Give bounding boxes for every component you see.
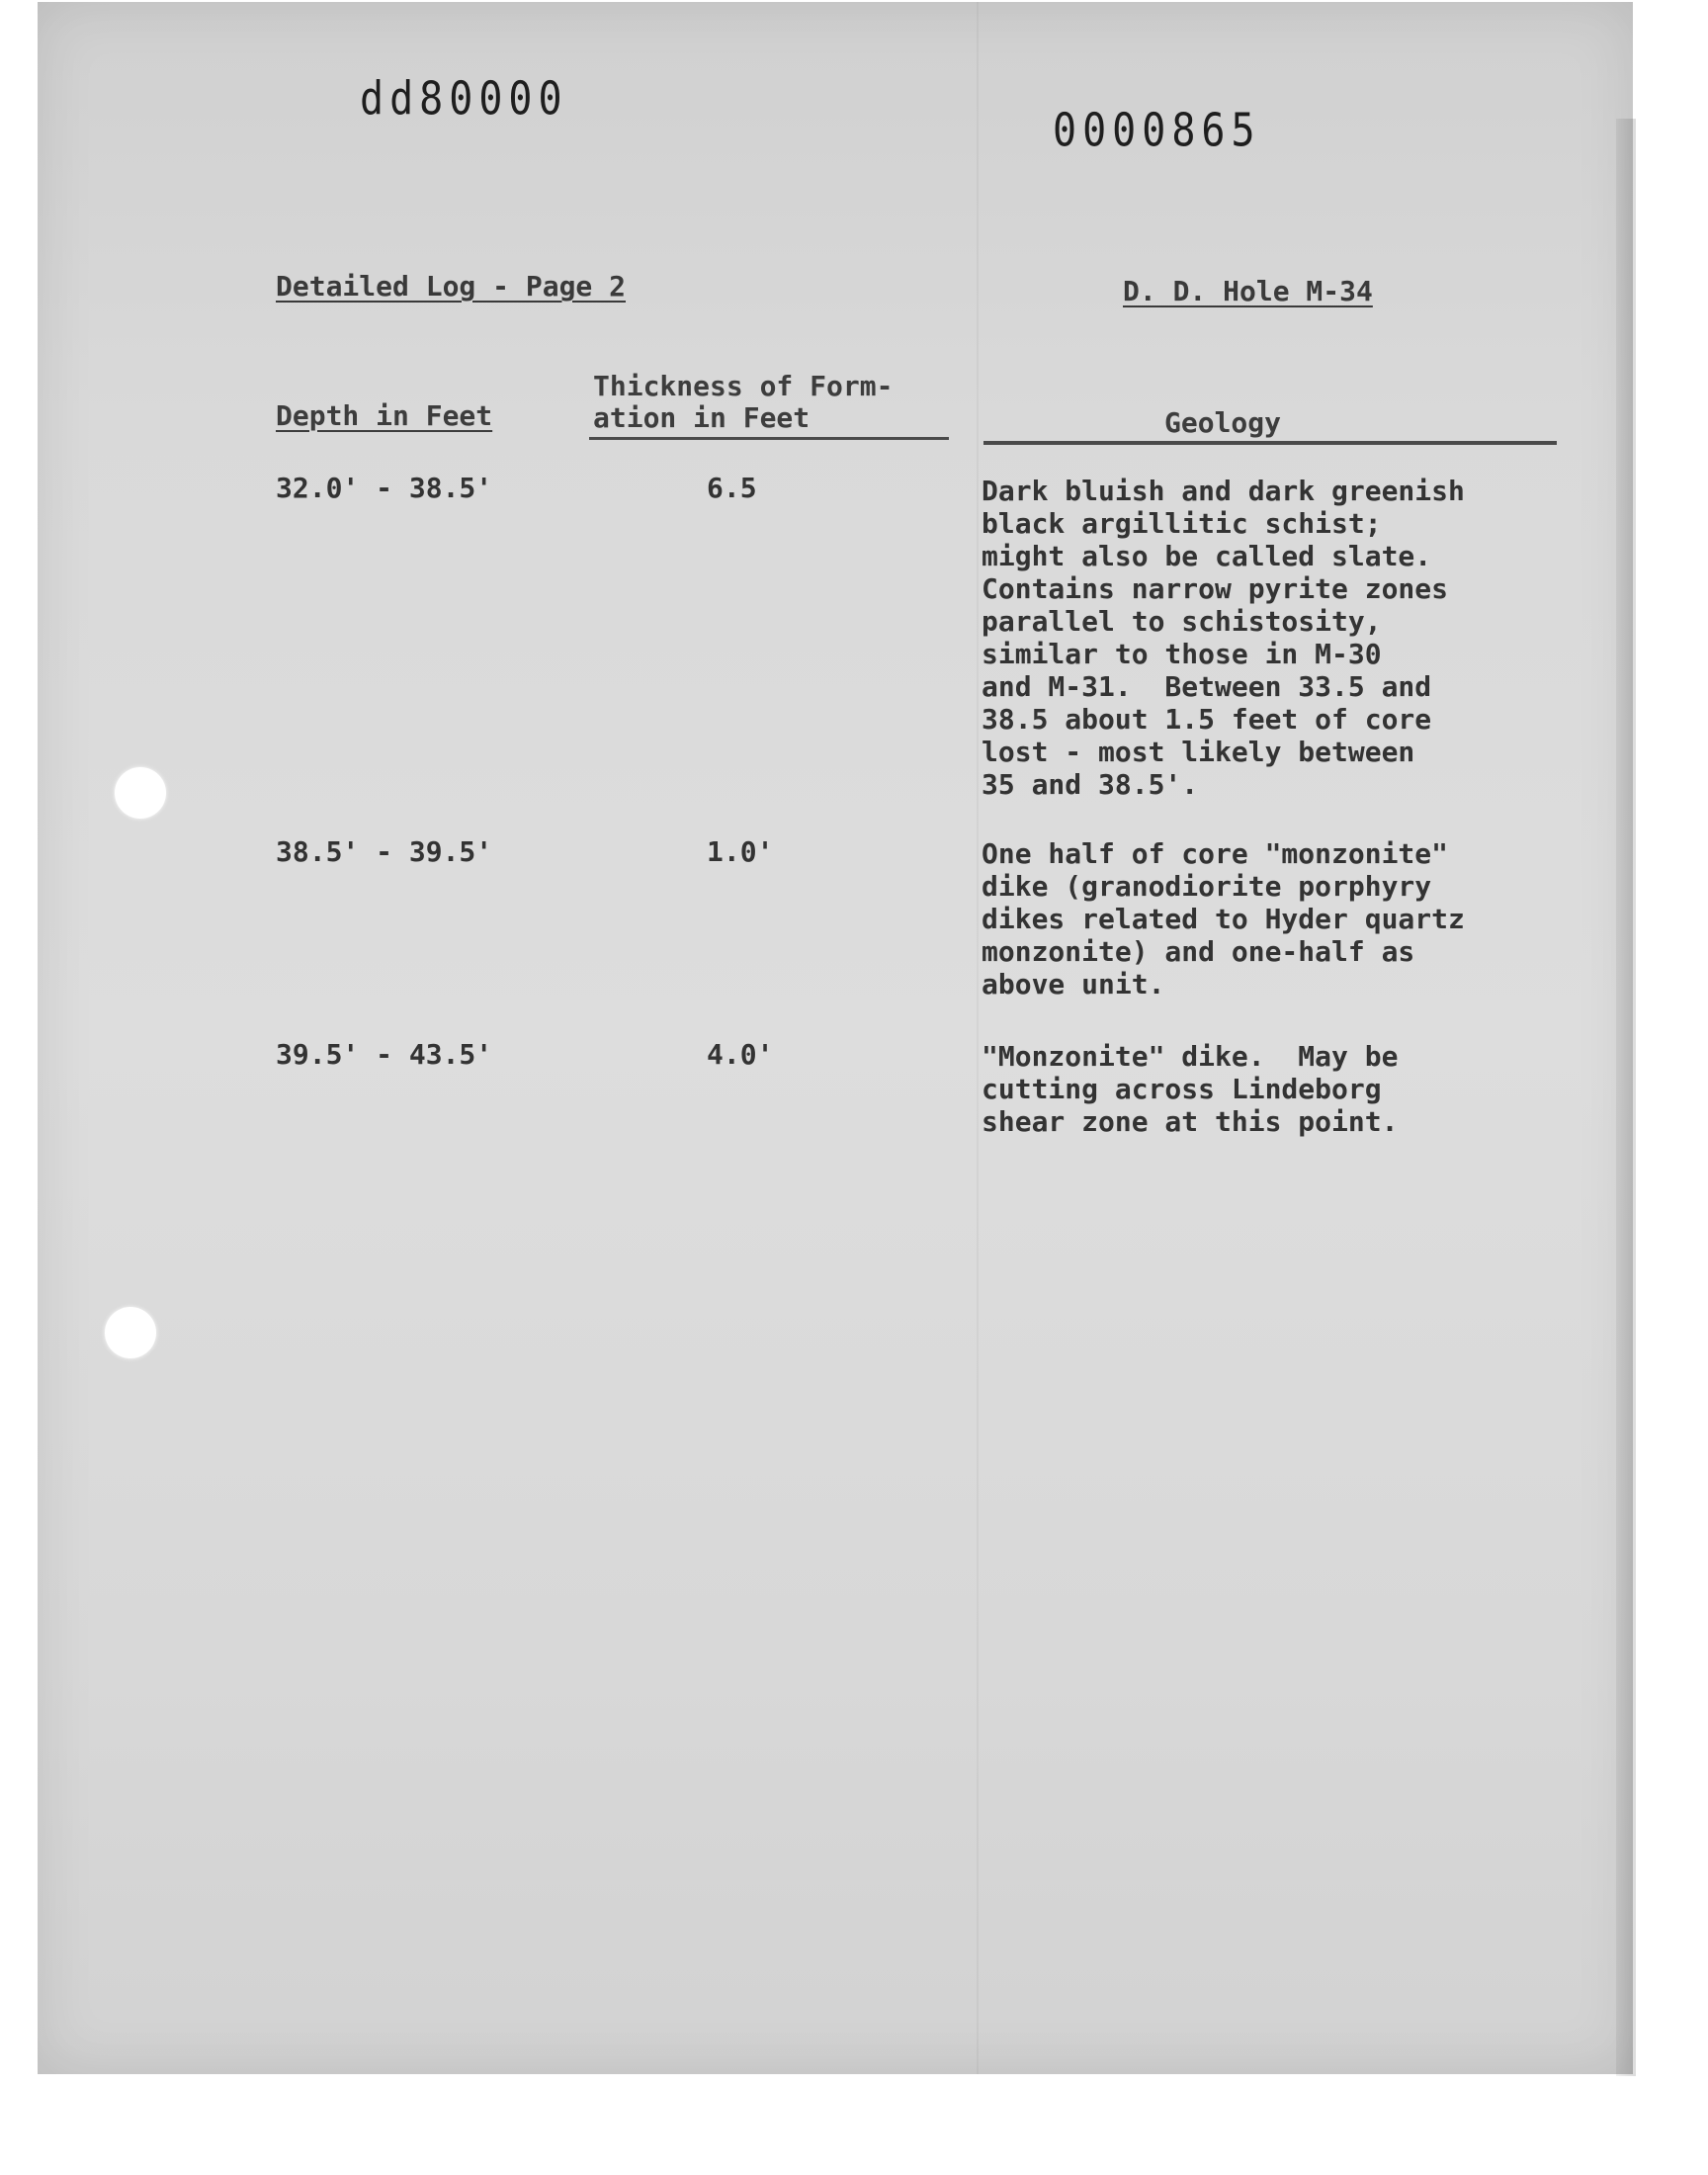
geology-line: Dark bluish and dark greenish bbox=[982, 475, 1465, 507]
geology-line: One half of core "monzonite" bbox=[982, 837, 1449, 870]
column-header-thickness bbox=[593, 371, 893, 434]
page-edge-shadow bbox=[1616, 119, 1636, 2076]
geology-cell bbox=[982, 1040, 1575, 1138]
punch-hole bbox=[105, 1307, 156, 1358]
geology-cell bbox=[982, 837, 1575, 1000]
thickness-cell: 4.0' bbox=[707, 1038, 774, 1071]
column-underline-thickness bbox=[589, 437, 949, 440]
log-title: Detailed Log - Page 2 bbox=[276, 270, 627, 303]
geology-line: 38.5 about 1.5 feet of core bbox=[982, 703, 1432, 736]
geology-cell bbox=[982, 475, 1575, 801]
thickness-cell: 6.5 bbox=[707, 472, 757, 504]
column-header-geology: Geology bbox=[1164, 406, 1282, 439]
geology-line: 35 and 38.5'. bbox=[982, 768, 1199, 801]
geology-line: monzonite) and one-half as bbox=[982, 935, 1415, 968]
thickness-cell: 1.0' bbox=[707, 835, 774, 868]
column-header-thickness-line1: Thickness of Form- bbox=[593, 370, 894, 402]
depth-cell: 38.5' - 39.5' bbox=[276, 835, 493, 868]
geology-line: dike (granodiorite porphyry bbox=[982, 870, 1432, 903]
column-header-depth: Depth in Feet bbox=[276, 399, 493, 432]
geology-line: might also be called slate. bbox=[982, 540, 1432, 572]
document-number-stamp-right: 0000865 bbox=[1053, 105, 1261, 157]
geology-line: and M-31. Between 33.5 and bbox=[982, 670, 1432, 703]
document-number-stamp-left: dd80000 bbox=[360, 73, 568, 126]
depth-cell: 32.0' - 38.5' bbox=[276, 472, 493, 504]
geology-line: similar to those in M-30 bbox=[982, 638, 1382, 670]
punch-hole bbox=[115, 767, 166, 819]
geology-line: Contains narrow pyrite zones bbox=[982, 572, 1449, 605]
geology-line: black argillitic schist; bbox=[982, 507, 1382, 540]
geology-line: above unit. bbox=[982, 968, 1165, 1000]
geology-line: "Monzonite" dike. May be bbox=[982, 1040, 1399, 1073]
geology-line: cutting across Lindeborg bbox=[982, 1073, 1382, 1105]
column-header-thickness-line2: ation in Feet bbox=[593, 401, 811, 434]
drill-hole-id: D. D. Hole M-34 bbox=[1123, 275, 1373, 307]
geology-line: lost - most likely between bbox=[982, 736, 1415, 768]
column-underline-geology bbox=[983, 441, 1557, 445]
geology-line: dikes related to Hyder quartz bbox=[982, 903, 1465, 935]
geology-line: parallel to schistosity, bbox=[982, 605, 1382, 638]
depth-cell: 39.5' - 43.5' bbox=[276, 1038, 493, 1071]
geology-line: shear zone at this point. bbox=[982, 1105, 1399, 1138]
